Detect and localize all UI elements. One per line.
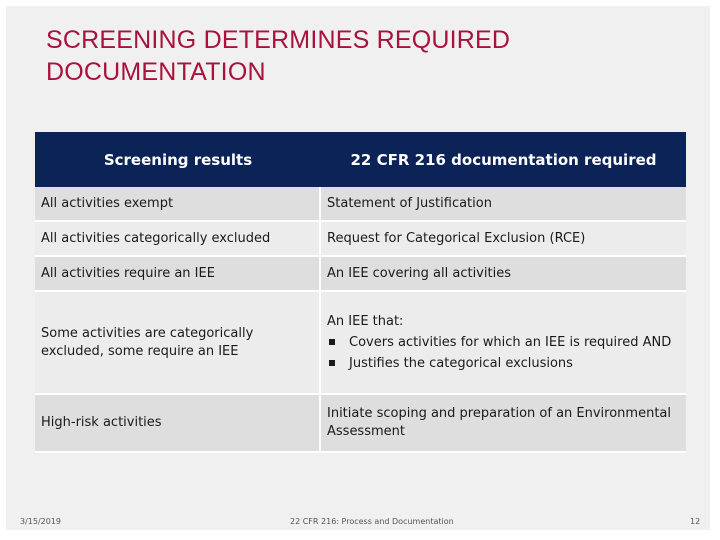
title-line-1: SCREENING DETERMINES REQUIRED bbox=[46, 26, 511, 54]
screening-result-cell: All activities categorically excluded bbox=[35, 222, 321, 257]
table-row bbox=[35, 395, 686, 453]
table-row bbox=[35, 257, 686, 292]
screening-result-cell: Some activities are categorically excluded, some require an IEE bbox=[35, 292, 321, 395]
screening-result-cell: High-risk activities bbox=[35, 395, 321, 453]
table-row bbox=[35, 222, 686, 257]
header-documentation-required: 22 CFR 216 documentation required bbox=[321, 132, 686, 187]
bullet-item: Covers activities for which an IEE is required AND bbox=[327, 332, 680, 353]
documentation-cell: An IEE covering all activities bbox=[321, 257, 686, 292]
footer-center-text: 22 CFR 216: Process and Documentation bbox=[290, 517, 454, 526]
documentation-cell: Statement of Justification bbox=[321, 187, 686, 222]
bullet-item: Justifies the categorical exclusions bbox=[327, 353, 680, 374]
footer-page-number: 12 bbox=[690, 517, 701, 526]
documentation-intro: An IEE that: bbox=[327, 314, 404, 329]
table-row bbox=[35, 292, 686, 395]
documentation-cell: Initiate scoping and preparation of an Environmental Assessment bbox=[321, 395, 686, 453]
documentation-cell bbox=[321, 292, 686, 395]
screening-table bbox=[35, 132, 686, 453]
slide-title bbox=[46, 24, 510, 88]
footer-date: 3/15/2019 bbox=[20, 517, 62, 526]
title-line-2: DOCUMENTATION bbox=[46, 58, 266, 86]
header-row bbox=[35, 132, 686, 187]
table-row bbox=[35, 187, 686, 222]
documentation-bullet-list bbox=[327, 332, 680, 374]
screening-result-cell: All activities exempt bbox=[35, 187, 321, 222]
header-screening-results: Screening results bbox=[35, 132, 321, 187]
screening-result-cell: All activities require an IEE bbox=[35, 257, 321, 292]
documentation-cell: Request for Categorical Exclusion (RCE) bbox=[321, 222, 686, 257]
